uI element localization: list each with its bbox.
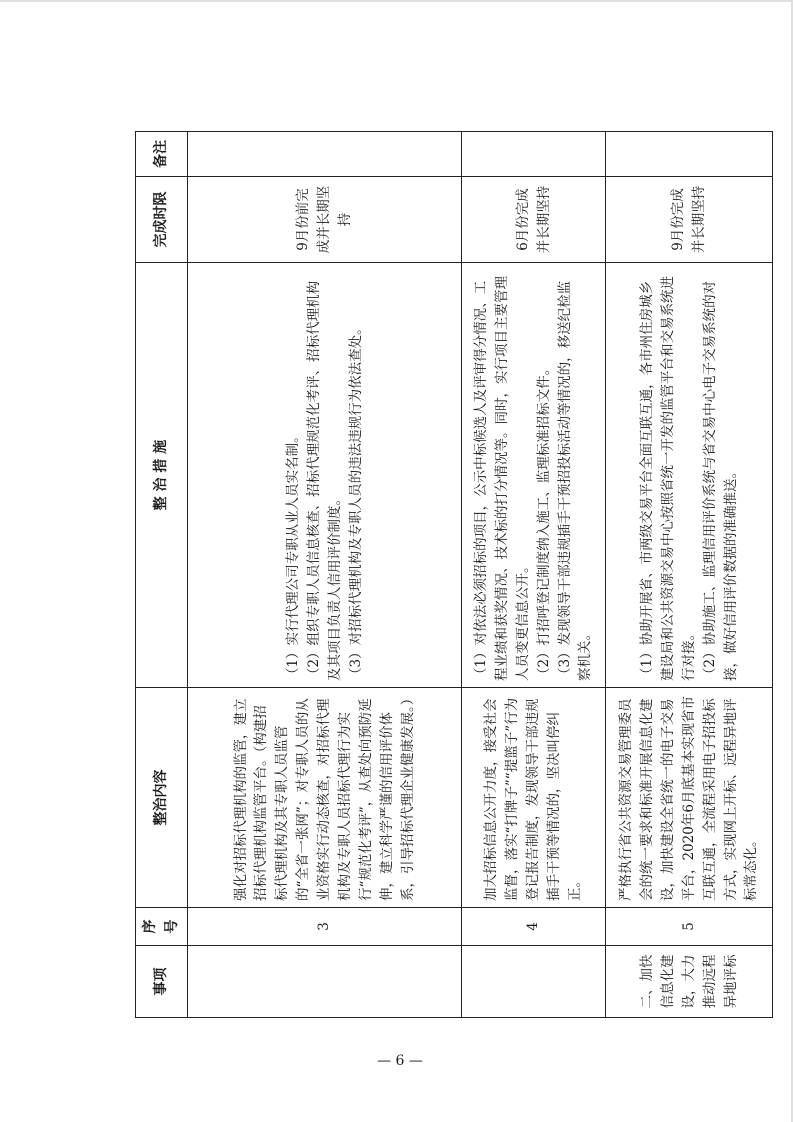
row-no: 3 xyxy=(188,908,462,946)
header-measures: 整 治 措 施 xyxy=(136,263,188,688)
row-deadline: 9月份完成并长期坚持 xyxy=(606,177,773,263)
measure-item: （3）发现领导干部违规插手干预招投标活动等情况的，移送纪检监察机关。 xyxy=(556,280,594,681)
row-content: 强化对招标代理机构的监管，建立招标代理机构监管平台。（构建招标代理机构及其专职人员监管的“全省一张网”；对专职人员的从业资格实行动态核查，对招标代理机构及专职人员招标代理行为实行“规范化考评”，从查处向预防延伸，建立科学严谨的信用评价体系，引导招标代理企业健康发展。） xyxy=(188,688,462,908)
measure-item: （1）对依法必须招标的项目，公示中标候选人及评审得分情况、工程业绩和获奖情况、技术标的打分情况等。同时，实行项目主要管理人员变更信息公开。 xyxy=(472,276,531,681)
measure-item: （3）对招标代理机构及专职人员的违法违规行为依法查处。 xyxy=(347,321,364,681)
table-row xyxy=(461,132,605,1018)
rectification-table xyxy=(135,131,773,1018)
measure-item: （1）协助开展省、市两级交易平台全面互联互通，各市州住房城乡建设局和公共资源交易中心按照省统一开发的监管平台和交易系统进行对接。 xyxy=(638,276,697,681)
row-item: 二、加快信息化建设，大力推动远程异地评标 xyxy=(606,946,773,1018)
measure-item: （2）组织专职人员信息核查、招标代理规范化考评、招标代理机构及其项目负责人信用评价制度。 xyxy=(305,280,343,681)
page-number: — 6 — xyxy=(377,1053,423,1069)
table-row xyxy=(606,132,773,1018)
row-content: 加大招标信息公开力度，接受社会监督，落实“打牌子”“提篮子”行为登记报告制度，发现领导干部违规插手干预等情况的，坚决叫停纠正。 xyxy=(461,688,605,908)
row-measures xyxy=(188,263,462,688)
row-no: 4 xyxy=(461,908,605,946)
row-content: 严格执行省公共资源交易管理委员会的统一要求和标准开展信息化建设，加快建设全省统一的电子交易平台，2020年6月底基本实现省市互联互通，全流程采用电子招投标方式，实现网上开标、远程异地评标常态化。 xyxy=(606,688,773,908)
table-row xyxy=(188,132,462,1018)
table-header-row xyxy=(136,132,188,1018)
header-content: 整治内容 xyxy=(136,688,188,908)
header-no: 序号 xyxy=(136,908,188,946)
measure-item: （2）打招呼登记制度纳入施工、监理标准招标文件。 xyxy=(535,361,552,681)
rotated-table-sheet xyxy=(135,132,773,1018)
row-remark xyxy=(461,132,605,177)
row-measures xyxy=(461,263,605,688)
scan-edge-top xyxy=(0,0,793,2)
header-deadline: 完成时限 xyxy=(136,177,188,263)
row-item xyxy=(188,946,462,1018)
row-no: 5 xyxy=(606,908,773,946)
row-measures xyxy=(606,263,773,688)
row-remark xyxy=(606,132,773,177)
header-remark: 备注 xyxy=(136,132,188,177)
row-item xyxy=(461,946,605,1018)
header-item: 事项 xyxy=(136,946,188,1018)
measure-item: （1）实行代理公司专职从业人员实名制。 xyxy=(284,429,301,681)
row-deadline: 9月份前完成并长期坚持 xyxy=(188,177,462,263)
row-remark xyxy=(188,132,462,177)
row-deadline: 6月份完成并长期坚持 xyxy=(461,177,605,263)
measure-item: （2）协助施工、监理信用评价系统与省交易中心电子交易系统的对接，做好信用评价数据的准确推送。 xyxy=(701,280,739,681)
